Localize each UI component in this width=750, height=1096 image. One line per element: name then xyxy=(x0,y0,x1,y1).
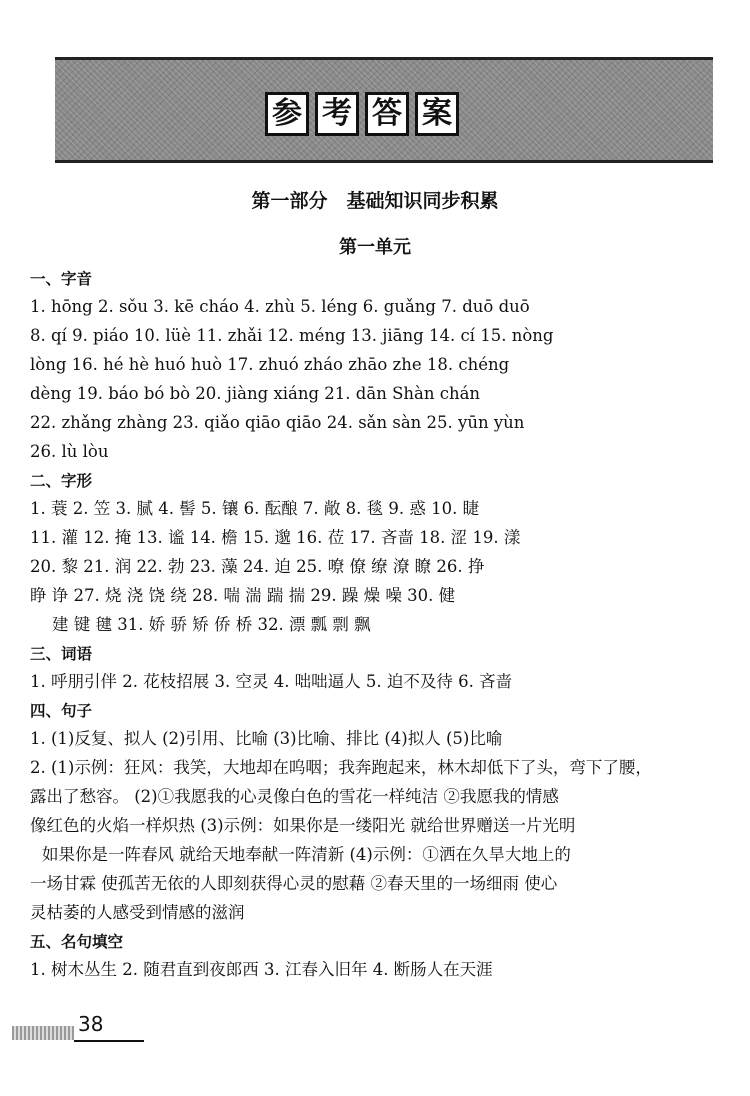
banner-title xyxy=(265,92,459,136)
section-heading: 三、词语 xyxy=(30,645,93,663)
answer-line: lòng 16. hé hè huó huò 17. zhuó zháo zhāo zhe 18. chéng xyxy=(30,355,510,374)
page-footer xyxy=(12,1010,172,1050)
answer-line: 26. lù lòu xyxy=(30,442,109,461)
answer-line: 建 键 毽 31. 娇 骄 矫 侨 桥 32. 漂 瓢 剽 飘 xyxy=(52,615,371,634)
footer-rule xyxy=(74,1040,144,1042)
answer-line: 1. (1)反复、拟人 (2)引用、比喻 (3)比喻、排比 (4)拟人 (5)比喻 xyxy=(30,729,503,748)
answer-line: 睁 诤 27. 烧 浇 饶 绕 28. 喘 湍 踹 揣 29. 躁 燥 噪 30. 健 xyxy=(30,586,456,605)
banner-char: 案 xyxy=(415,92,459,136)
answer-line: 一场甘霖 使孤苦无依的人即刻获得心灵的慰藉 ②春天里的一场细雨 使心 xyxy=(30,874,558,893)
answer-line: 1. 树木丛生 2. 随君直到夜郎西 3. 江春入旧年 4. 断肠人在天涯 xyxy=(30,960,493,979)
answer-line: 露出了愁容。 (2)①我愿我的心灵像白色的雪花一样纯洁 ②我愿我的情感 xyxy=(30,787,559,806)
answer-line: 如果你是一阵春风 就给天地奉献一阵清新 (4)示例：①洒在久旱大地上的 xyxy=(42,845,571,864)
section-heading: 一、字音 xyxy=(30,270,93,288)
answer-line: 20. 黎 21. 润 22. 勃 23. 藻 24. 迫 25. 嘹 僚 缭 潦 瞭 26. 挣 xyxy=(30,557,485,576)
section-heading: 四、句子 xyxy=(30,702,93,720)
footer-decoration xyxy=(12,1026,74,1040)
part-title: 第一部分 基础知识同步积累 xyxy=(251,190,499,212)
unit-title: 第一单元 xyxy=(339,237,411,258)
section-heading: 二、字形 xyxy=(30,472,93,490)
answer-line: 22. zhǎng zhàng 23. qiǎo qiāo qiāo 24. sǎn sàn 25. yūn yùn xyxy=(30,413,525,432)
section-heading: 五、名句填空 xyxy=(30,933,124,951)
answer-line: 2. (1)示例：狂风：我笑，大地却在呜咽；我奔跑起来，林木却低下了头，弯下了腰， xyxy=(30,758,652,777)
answer-line: dèng 19. báo bó bò 20. jiàng xiáng 21. dān Shàn chán xyxy=(30,384,481,403)
banner-char: 参 xyxy=(265,92,309,136)
answer-line: 1. 呼朋引伴 2. 花枝招展 3. 空灵 4. 咄咄逼人 5. 迫不及待 6. 吝啬 xyxy=(30,672,513,691)
page-number: 38 xyxy=(78,1012,104,1036)
answer-line: 像红色的火焰一样炽热 (3)示例：如果你是一缕阳光 就给世界赠送一片光明 xyxy=(30,816,576,835)
answer-content xyxy=(30,264,710,984)
answer-line: 灵枯萎的人感受到情感的滋润 xyxy=(30,903,245,922)
banner-char: 考 xyxy=(315,92,359,136)
answer-line: 1. 蓑 2. 笠 3. 腻 4. 髻 5. 镶 6. 酝酿 7. 敞 8. 毯 9. 惑 10. 睫 xyxy=(30,499,480,518)
answer-line: 8. qí 9. piáo 10. lüè 11. zhǎi 12. méng 13. jiāng 14. cí 15. nòng xyxy=(30,326,554,345)
answer-line: 11. 灌 12. 掩 13. 谧 14. 檐 15. 邈 16. 莅 17. 吝啬 18. 涩 19. 漾 xyxy=(30,528,521,547)
banner-char: 答 xyxy=(365,92,409,136)
answer-line: 1. hōng 2. sǒu 3. kē cháo 4. zhù 5. léng 6. guǎng 7. duō duō xyxy=(30,297,530,316)
